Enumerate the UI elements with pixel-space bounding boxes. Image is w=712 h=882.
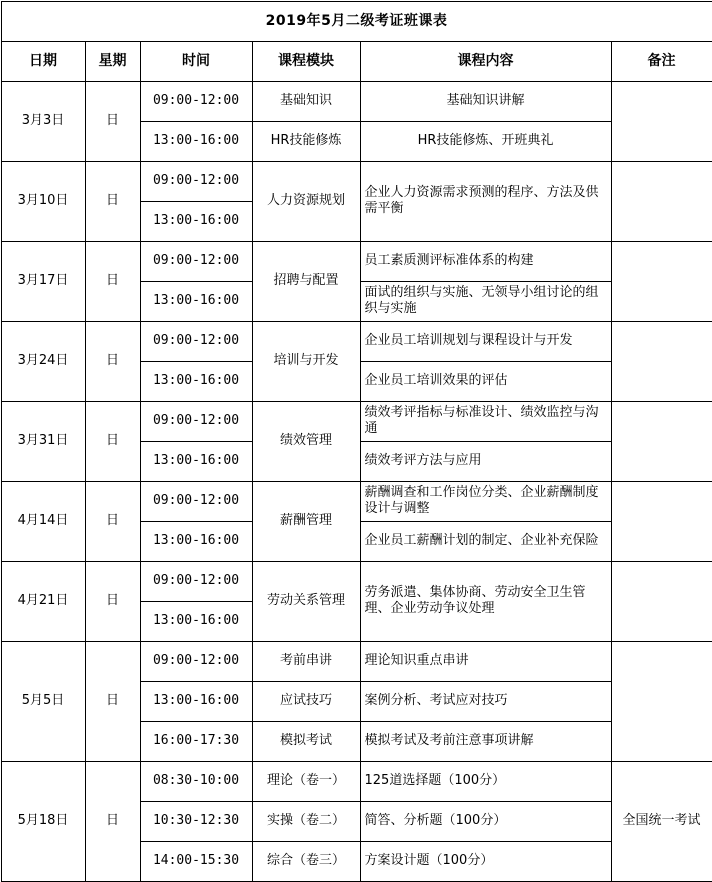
content-cell: 绩效考评方法与应用 (360, 441, 611, 481)
weekday-cell: 日 (85, 761, 140, 881)
note-cell (611, 241, 712, 321)
module-cell: 薪酬管理 (252, 481, 360, 561)
table-row (1, 401, 712, 441)
content-cell: 劳务派遣、集体协商、劳动安全卫生管理、企业劳动争议处理 (360, 561, 611, 641)
table-row (1, 81, 712, 121)
date-cell: 3月10日 (1, 161, 85, 241)
date-cell: 3月3日 (1, 81, 85, 161)
module-cell: 招聘与配置 (252, 241, 360, 321)
weekday-cell: 日 (85, 241, 140, 321)
module-cell: 劳动关系管理 (252, 561, 360, 641)
date-cell: 4月14日 (1, 481, 85, 561)
module-cell: HR技能修炼 (252, 121, 360, 161)
date-cell: 3月31日 (1, 401, 85, 481)
weekday-cell: 日 (85, 161, 140, 241)
table-row (1, 321, 712, 361)
note-cell (611, 401, 712, 481)
content-cell: 理论知识重点串讲 (360, 641, 611, 681)
module-cell: 基础知识 (252, 81, 360, 121)
time-cell: 08:30-10:00 (140, 761, 252, 801)
time-cell: 09:00-12:00 (140, 81, 252, 121)
table-row (1, 561, 712, 601)
content-cell: 企业员工培训规划与课程设计与开发 (360, 321, 611, 361)
note-cell: 全国统一考试 (611, 761, 712, 881)
content-cell: 绩效考评指标与标准设计、绩效监控与沟通 (360, 401, 611, 441)
weekday-cell: 日 (85, 401, 140, 481)
module-cell: 人力资源规划 (252, 161, 360, 241)
table-row (1, 241, 712, 281)
module-cell: 应试技巧 (252, 681, 360, 721)
time-cell: 13:00-16:00 (140, 281, 252, 321)
date-cell: 3月17日 (1, 241, 85, 321)
header-note: 备注 (611, 41, 712, 81)
note-cell (611, 641, 712, 761)
module-cell: 综合（卷三） (252, 841, 360, 881)
note-cell (611, 321, 712, 401)
time-cell: 09:00-12:00 (140, 241, 252, 281)
table-row (1, 481, 712, 521)
time-cell: 09:00-12:00 (140, 641, 252, 681)
time-cell: 13:00-16:00 (140, 201, 252, 241)
table-row (1, 161, 712, 201)
module-cell: 理论（卷一） (252, 761, 360, 801)
module-cell: 绩效管理 (252, 401, 360, 481)
content-cell: 案例分析、考试应对技巧 (360, 681, 611, 721)
time-cell: 16:00-17:30 (140, 721, 252, 761)
content-cell: 薪酬调查和工作岗位分类、企业薪酬制度设计与调整 (360, 481, 611, 521)
module-cell: 培训与开发 (252, 321, 360, 401)
table-title: 2019年5月二级考证班课表 (1, 1, 712, 41)
date-cell: 3月24日 (1, 321, 85, 401)
module-cell: 实操（卷二） (252, 801, 360, 841)
date-cell: 4月21日 (1, 561, 85, 641)
header-time: 时间 (140, 41, 252, 81)
time-cell: 13:00-16:00 (140, 121, 252, 161)
table-row (1, 641, 712, 681)
note-cell (611, 161, 712, 241)
table-row (1, 761, 712, 801)
module-cell: 模拟考试 (252, 721, 360, 761)
time-cell: 09:00-12:00 (140, 481, 252, 521)
header-content: 课程内容 (360, 41, 611, 81)
content-cell: 基础知识讲解 (360, 81, 611, 121)
header-date: 日期 (1, 41, 85, 81)
content-cell: 员工素质测评标准体系的构建 (360, 241, 611, 281)
content-cell: 企业员工薪酬计划的制定、企业补充保险 (360, 521, 611, 561)
note-cell (611, 81, 712, 161)
note-cell (611, 481, 712, 561)
time-cell: 09:00-12:00 (140, 401, 252, 441)
time-cell: 13:00-16:00 (140, 361, 252, 401)
content-cell: HR技能修炼、开班典礼 (360, 121, 611, 161)
weekday-cell: 日 (85, 561, 140, 641)
time-cell: 09:00-12:00 (140, 321, 252, 361)
content-cell: 方案设计题（100分） (360, 841, 611, 881)
time-cell: 13:00-16:00 (140, 521, 252, 561)
content-cell: 面试的组织与实施、无领导小组讨论的组织与实施 (360, 281, 611, 321)
time-cell: 09:00-12:00 (140, 561, 252, 601)
weekday-cell: 日 (85, 321, 140, 401)
header-weekday: 星期 (85, 41, 140, 81)
time-cell: 09:00-12:00 (140, 161, 252, 201)
content-cell: 125道选择题（100分） (360, 761, 611, 801)
weekday-cell: 日 (85, 641, 140, 761)
content-cell: 模拟考试及考前注意事项讲解 (360, 721, 611, 761)
schedule-table (1, 1, 712, 882)
content-cell: 企业人力资源需求预测的程序、方法及供需平衡 (360, 161, 611, 241)
content-cell: 简答、分析题（100分） (360, 801, 611, 841)
time-cell: 13:00-16:00 (140, 601, 252, 641)
date-cell: 5月18日 (1, 761, 85, 881)
time-cell: 10:30-12:30 (140, 801, 252, 841)
time-cell: 14:00-15:30 (140, 841, 252, 881)
note-cell (611, 561, 712, 641)
module-cell: 考前串讲 (252, 641, 360, 681)
weekday-cell: 日 (85, 81, 140, 161)
content-cell: 企业员工培训效果的评估 (360, 361, 611, 401)
time-cell: 13:00-16:00 (140, 681, 252, 721)
time-cell: 13:00-16:00 (140, 441, 252, 481)
weekday-cell: 日 (85, 481, 140, 561)
date-cell: 5月5日 (1, 641, 85, 761)
header-module: 课程模块 (252, 41, 360, 81)
